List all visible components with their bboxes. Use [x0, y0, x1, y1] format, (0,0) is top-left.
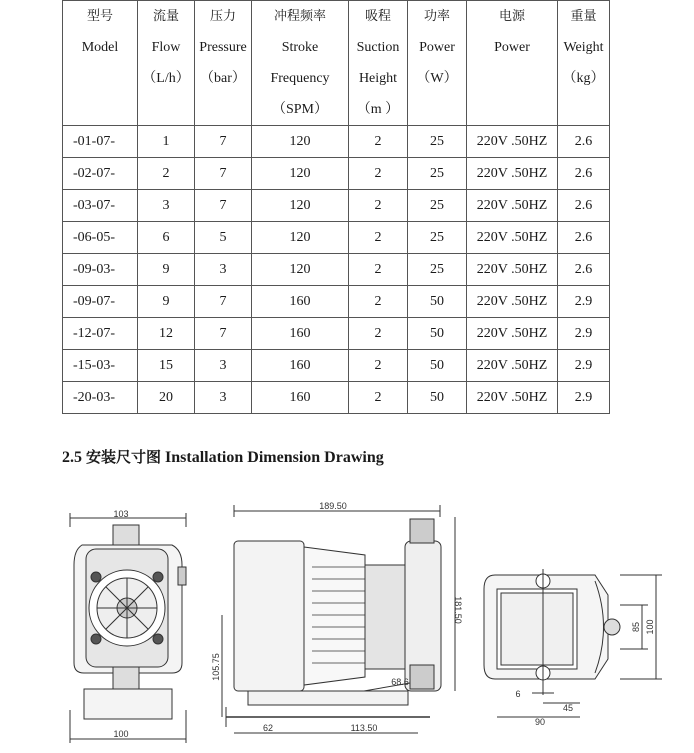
header-stroke-frequency: 冲程频率 Stroke Frequency （SPM） — [252, 1, 349, 126]
cell-pressure: 7 — [195, 126, 252, 158]
table-row — [63, 286, 610, 318]
header-power-supply: 电源 Power — [467, 1, 558, 126]
cell-model: -12-07- — [63, 318, 138, 350]
table-row — [63, 254, 610, 286]
cell-suction: 2 — [349, 318, 408, 350]
dim-rear-small: 6 — [515, 689, 521, 699]
cell-weight: 2.9 — [558, 350, 610, 382]
table-row — [63, 126, 610, 158]
cell-power-w: 50 — [408, 382, 467, 414]
cell-stroke: 160 — [252, 286, 349, 318]
dim-side-slant: 68.6 — [391, 677, 409, 687]
cell-flow: 9 — [138, 254, 195, 286]
cell-model: -02-07- — [63, 158, 138, 190]
cell-model: -01-07- — [63, 126, 138, 158]
cell-power-w: 25 — [408, 222, 467, 254]
table-row — [63, 222, 610, 254]
cell-stroke: 120 — [252, 254, 349, 286]
cell-stroke: 120 — [252, 222, 349, 254]
cell-power-supply: 220V .50HZ — [467, 318, 558, 350]
dim-side-bottom-b: 113.50 — [350, 723, 378, 733]
cell-power-w: 50 — [408, 286, 467, 318]
cell-suction: 2 — [349, 286, 408, 318]
front-view — [70, 513, 186, 743]
section-number: 2.5 — [62, 449, 82, 466]
cell-weight: 2.6 — [558, 158, 610, 190]
dim-rear-width-a: 45 — [562, 703, 574, 713]
header-weight: 重量 Weight （kg） — [558, 1, 610, 126]
cell-flow: 15 — [138, 350, 195, 382]
cell-power-w: 25 — [408, 190, 467, 222]
cell-power-supply: 220V .50HZ — [467, 190, 558, 222]
cell-weight: 2.9 — [558, 318, 610, 350]
cell-weight: 2.9 — [558, 286, 610, 318]
dim-rear-height-b: 100 — [645, 619, 655, 635]
cell-power-supply: 220V .50HZ — [467, 286, 558, 318]
cell-flow: 9 — [138, 286, 195, 318]
cell-pressure: 3 — [195, 350, 252, 382]
cell-pressure: 7 — [195, 286, 252, 318]
dim-rear-height-a: 85 — [631, 621, 641, 633]
cell-model: -15-03- — [63, 350, 138, 382]
header-model: 型号 Model — [63, 1, 138, 126]
cell-flow: 12 — [138, 318, 195, 350]
cell-power-supply: 220V .50HZ — [467, 158, 558, 190]
cell-weight: 2.6 — [558, 222, 610, 254]
cell-stroke: 120 — [252, 126, 349, 158]
table-row — [63, 382, 610, 414]
cell-pressure: 7 — [195, 318, 252, 350]
cell-weight: 2.6 — [558, 190, 610, 222]
cell-power-supply: 220V .50HZ — [467, 222, 558, 254]
dim-side-length: 189.50 — [319, 501, 347, 511]
cell-pressure: 7 — [195, 158, 252, 190]
cell-weight: 2.9 — [558, 382, 610, 414]
section-title-zh: 安装尺寸图 — [86, 448, 162, 466]
cell-suction: 2 — [349, 190, 408, 222]
dim-side-bottom-a: 62 — [262, 723, 274, 733]
dim-rear-width-b: 90 — [534, 717, 546, 727]
dim-front-base: 100 — [113, 729, 129, 739]
cell-pressure: 3 — [195, 382, 252, 414]
cell-power-supply: 220V .50HZ — [467, 382, 558, 414]
cell-stroke: 160 — [252, 382, 349, 414]
rear-view — [484, 569, 662, 717]
header-pressure: 压力 Pressure （bar） — [195, 1, 252, 126]
cell-suction: 2 — [349, 350, 408, 382]
cell-flow: 20 — [138, 382, 195, 414]
cell-suction: 2 — [349, 254, 408, 286]
cell-flow: 2 — [138, 158, 195, 190]
cell-suction: 2 — [349, 126, 408, 158]
cell-suction: 2 — [349, 222, 408, 254]
cell-model: -20-03- — [63, 382, 138, 414]
table-header-row — [63, 1, 610, 126]
dim-front-width: 103 — [113, 509, 129, 519]
cell-suction: 2 — [349, 382, 408, 414]
cell-stroke: 160 — [252, 350, 349, 382]
cell-power-w: 25 — [408, 126, 467, 158]
cell-stroke: 120 — [252, 158, 349, 190]
cell-suction: 2 — [349, 158, 408, 190]
section-title-en: Installation Dimension Drawing — [165, 449, 384, 466]
cell-weight: 2.6 — [558, 254, 610, 286]
side-view — [222, 505, 455, 733]
cell-stroke: 160 — [252, 318, 349, 350]
cell-flow: 3 — [138, 190, 195, 222]
cell-power-supply: 220V .50HZ — [467, 126, 558, 158]
table-row — [63, 190, 610, 222]
cell-model: -09-03- — [63, 254, 138, 286]
cell-flow: 6 — [138, 222, 195, 254]
cell-power-w: 50 — [408, 318, 467, 350]
dim-side-left-height: 105.75 — [211, 653, 221, 681]
header-flow: 流量 Flow （L/h） — [138, 1, 195, 126]
cell-power-w: 50 — [408, 350, 467, 382]
cell-model: -06-05- — [63, 222, 138, 254]
cell-model: -03-07- — [63, 190, 138, 222]
cell-power-w: 25 — [408, 158, 467, 190]
section-heading — [62, 446, 384, 467]
table-row — [63, 350, 610, 382]
cell-pressure: 7 — [195, 190, 252, 222]
dim-side-height: 181.50 — [453, 596, 463, 624]
table-row — [63, 158, 610, 190]
installation-dimension-drawing — [0, 495, 694, 753]
cell-pressure: 3 — [195, 254, 252, 286]
cell-pressure: 5 — [195, 222, 252, 254]
specification-table — [62, 0, 610, 414]
cell-power-w: 25 — [408, 254, 467, 286]
cell-weight: 2.6 — [558, 126, 610, 158]
cell-stroke: 120 — [252, 190, 349, 222]
cell-flow: 1 — [138, 126, 195, 158]
header-power-w: 功率 Power （W） — [408, 1, 467, 126]
header-suction-height: 吸程 Suction Height （m ） — [349, 1, 408, 126]
cell-power-supply: 220V .50HZ — [467, 254, 558, 286]
cell-power-supply: 220V .50HZ — [467, 350, 558, 382]
cell-model: -09-07- — [63, 286, 138, 318]
table-row — [63, 318, 610, 350]
